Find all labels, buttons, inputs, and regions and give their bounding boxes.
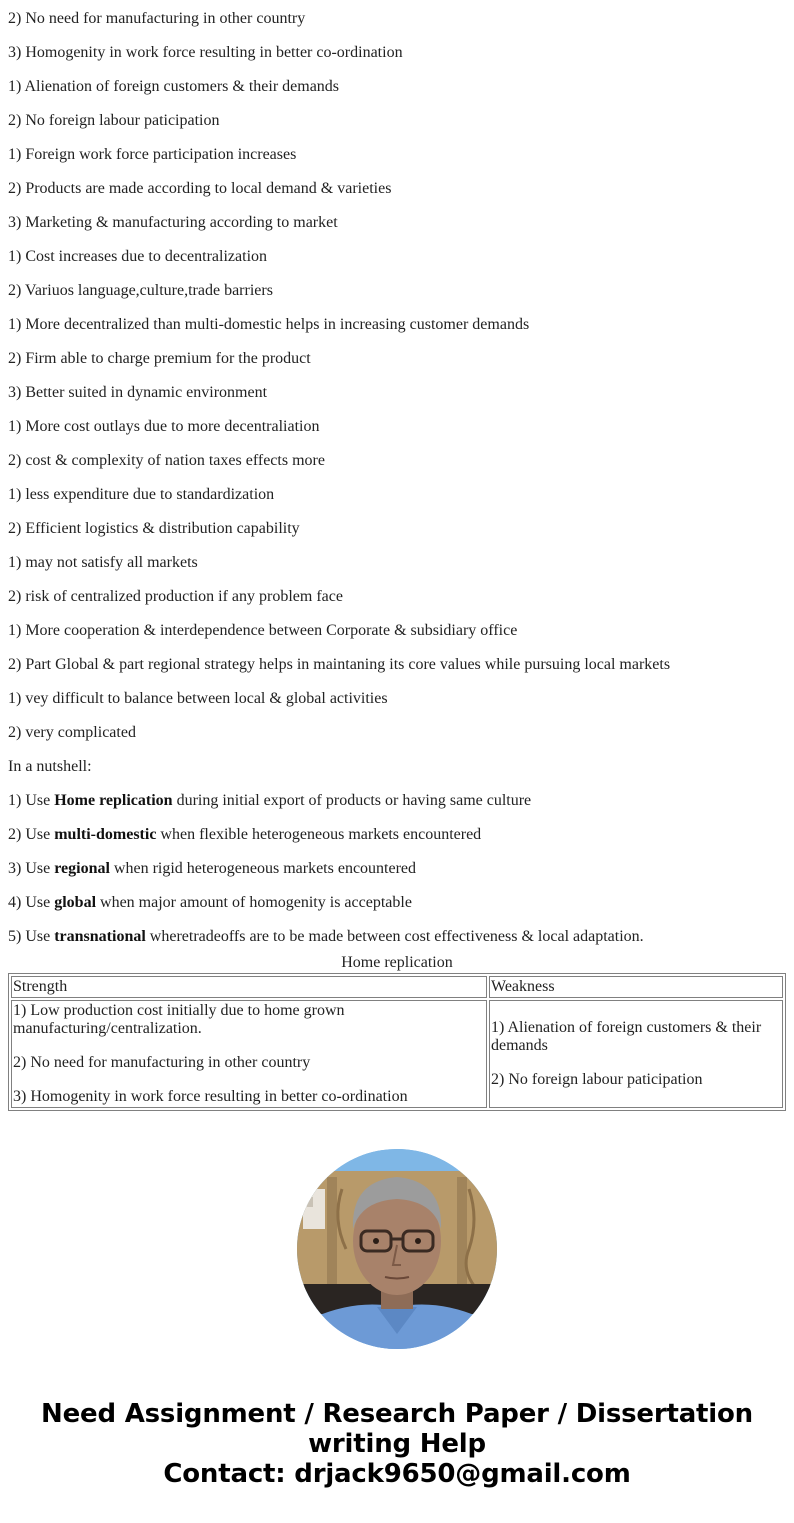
header-strength: Strength [11,976,487,998]
nutshell-item-suffix: wheretradeoffs are to be made between cost effectiveness & local adaptation. [145,928,644,945]
footer-contact: Contact: drjack9650@gmail.com [163,1459,631,1489]
text-line: 1) less expenditure due to standardization [8,486,275,503]
text-line: 2) No need for manufacturing in other country [8,10,306,27]
nutshell-item [8,792,786,810]
nutshell-item-prefix: 2) Use [8,826,55,843]
photo-container [8,1149,786,1349]
nutshell-item-suffix: during initial export of products or having same culture [172,792,532,809]
footer-line-2: writing Help [308,1429,486,1459]
nutshell-item [8,894,786,912]
text-line: 3) Marketing & manufacturing according to market [8,214,338,231]
nutshell-item-strategy: regional [54,860,110,877]
nutshell-item-strategy: multi-domestic [54,826,157,843]
strength-item: 2) No need for manufacturing in other country [13,1054,311,1071]
text-line: 2) Efficient logistics & distribution capability [8,520,300,537]
strength-item: 1) Low production cost initially due to home grown manufacturing/centralization. [13,1002,345,1037]
home-replication-table [8,973,786,1111]
text-line: 1) More cost outlays due to more decentraliation [8,418,320,435]
strength-cell [11,1000,487,1108]
text-line: 1) Cost increases due to decentralization [8,248,268,265]
nutshell-item-prefix: 4) Use [8,894,55,911]
weakness-cell [489,1000,783,1108]
author-photo [297,1149,497,1349]
text-line: 1) Alienation of foreign customers & their demands [8,78,340,95]
bullet-lines [8,0,786,946]
text-line: 2) Variuos language,culture,trade barriers [8,282,273,299]
text-line: 2) cost & complexity of nation taxes effects more [8,452,325,469]
nutshell-item [8,928,786,946]
nutshell-item-strategy: Home replication [54,792,173,809]
nutshell-item-suffix: when flexible heterogeneous markets encountered [156,826,482,843]
weakness-item: 2) No foreign labour paticipation [491,1071,703,1088]
table-header-row [11,976,783,998]
nutshell-item-prefix: 1) Use [8,792,55,809]
text-line: 1) Foreign work force participation increases [8,146,297,163]
text-line: 1) More decentralized than multi-domestic helps in increasing customer demands [8,316,530,333]
footer-line-1: Need Assignment / Research Paper / Dissertation [41,1399,753,1429]
nutshell-item [8,860,786,878]
nutshell-item-suffix: when major amount of homogenity is acceptable [96,894,412,911]
text-line: 3) Homogenity in work force resulting in better co-ordination [8,44,403,61]
nutshell-heading: In a nutshell: [8,758,92,775]
nutshell-item-prefix: 5) Use [8,928,55,945]
nutshell-item-prefix: 3) Use [8,860,55,877]
text-line: 2) Products are made according to local demand & varieties [8,180,392,197]
portrait-illustration [297,1149,497,1349]
nutshell-item-suffix: when rigid heterogeneous markets encountered [109,860,417,877]
table-caption: Home replication [341,954,453,971]
header-weakness: Weakness [489,976,783,998]
text-line: 3) Better suited in dynamic environment [8,384,268,401]
text-line: 2) very complicated [8,724,136,741]
nutshell-item-strategy: global [54,894,97,911]
nutshell-item-strategy: transnational [54,928,146,945]
text-line: 2) risk of centralized production if any problem face [8,588,343,605]
text-line: 1) may not satisfy all markets [8,554,198,571]
promo-footer [8,1399,786,1489]
text-line: 1) vey difficult to balance between local & global activities [8,690,388,707]
strength-item: 3) Homogenity in work force resulting in better co-ordination [13,1088,408,1105]
weakness-item: 1) Alienation of foreign customers & their demands [491,1019,762,1054]
table-row [11,1000,783,1108]
text-line: 2) Part Global & part regional strategy helps in maintaning its core values while pursuing local markets [8,656,671,673]
nutshell-item [8,826,786,844]
text-line: 2) No foreign labour paticipation [8,112,220,129]
text-line: 2) Firm able to charge premium for the product [8,350,311,367]
text-line: 1) More cooperation & interdependence between Corporate & subsidiary office [8,622,518,639]
